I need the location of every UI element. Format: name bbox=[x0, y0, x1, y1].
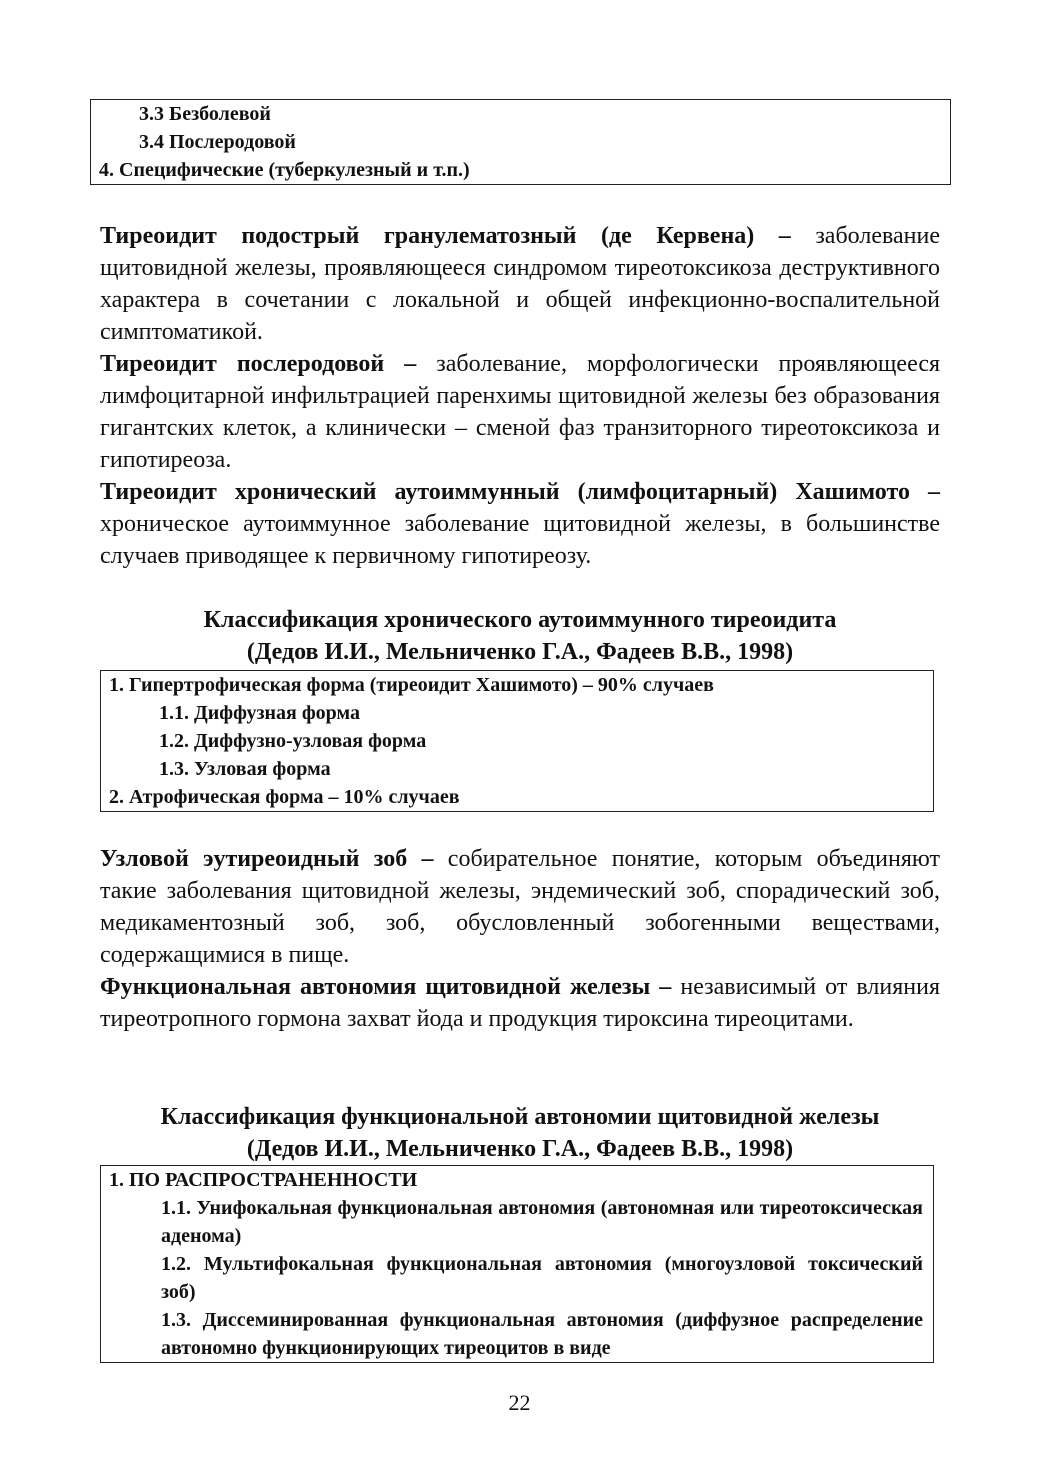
definition-paragraph bbox=[100, 843, 940, 971]
classification-authors: (Дедов И.И., Мельниченко Г.А., Фадеев В.В., 1998) bbox=[246, 639, 794, 665]
box-row: 1.2. Диффузно-узловая форма bbox=[159, 730, 427, 752]
classification-box bbox=[100, 1165, 934, 1363]
box-row: 1.2. Мультифокальная функциональная автономия (многоузловой токсический зоб) bbox=[161, 1253, 923, 1303]
box-row: 1.1. Диффузная форма bbox=[159, 702, 360, 724]
box-row: 2. Атрофическая форма – 10% случаев bbox=[109, 786, 460, 808]
classification-box-continued bbox=[90, 99, 951, 185]
box-row: 1.3. Диссеминированная функциональная автономия (диффузное распределение автономно функционирующих тиреоцитов в виде bbox=[161, 1309, 923, 1359]
box-row: 1.3. Узловая форма bbox=[159, 758, 331, 780]
definition-text: заболевание щитовидной железы, проявляющееся синдромом тиреотоксикоза деструктивного характера в сочетании с локальной и общей инфекционно-воспалительной симптоматикой. bbox=[100, 223, 940, 345]
definition-term: Функциональная автономия щитовидной железы – bbox=[100, 974, 672, 1000]
definition-paragraph bbox=[100, 348, 940, 476]
definition-term: Тиреоидит послеродовой – bbox=[100, 351, 417, 377]
classification-box bbox=[100, 670, 934, 812]
box-row: 1. Гипертрофическая форма (тиреоидит Хашимото) – 90% случаев bbox=[109, 674, 714, 696]
classification-title: Классификация функциональной автономии щитовидной железы bbox=[160, 1104, 880, 1130]
definition-text: независимый от влияния тиреотропного гормона захват йода и продукция тироксина тиреоцитами. bbox=[100, 974, 940, 1032]
definition-term: Тиреоидит подострый гранулематозный (де Кервена) – bbox=[100, 223, 791, 249]
definition-paragraph bbox=[100, 476, 940, 572]
definition-text: хроническое аутоиммунное заболевание щитовидной железы, в большинстве случаев приводящее к первичному гипотиреозу. bbox=[100, 511, 940, 569]
box-row: 1. ПО РАСПРОСТРАНЕННОСТИ bbox=[109, 1169, 418, 1191]
definition-paragraph bbox=[100, 971, 940, 1035]
box-row: 3.4 Послеродовой bbox=[139, 131, 296, 153]
classification-authors: (Дедов И.И., Мельниченко Г.А., Фадеев В.В., 1998) bbox=[246, 1136, 794, 1162]
definition-text: заболевание, морфологически проявляющееся лимфоцитарной инфильтрацией паренхимы щитовидной железы без образования гигантских клеток, а клинически – сменой фаз транзиторного тиреотоксикоза и гипотиреоза. bbox=[100, 351, 941, 473]
definition-term: Узловой эутиреоидный зоб – bbox=[100, 846, 434, 872]
definition-term: Тиреоидит хронический аутоиммунный (лимфоцитарный) Хашимото – bbox=[100, 479, 940, 505]
box-row: 3.3 Безболевой bbox=[139, 103, 271, 125]
classification-title: Классификация хронического аутоиммунного тиреоидита bbox=[203, 607, 837, 633]
box-row: 1.1. Унифокальная функциональная автономия (автономная или тиреотоксическая аденома) bbox=[161, 1197, 923, 1247]
definition-text: собирательное понятие, которым объединяют такие заболевания щитовидной железы, эндемический зоб, спорадический зоб, медикаментозный зоб, зоб, обусловленный зобогенными веществами, содержащимися в пище. bbox=[100, 846, 940, 968]
page-number: 22 bbox=[508, 1390, 531, 1415]
definition-paragraph bbox=[100, 220, 940, 348]
box-row: 4. Специфические (туберкулезный и т.п.) bbox=[99, 159, 470, 181]
